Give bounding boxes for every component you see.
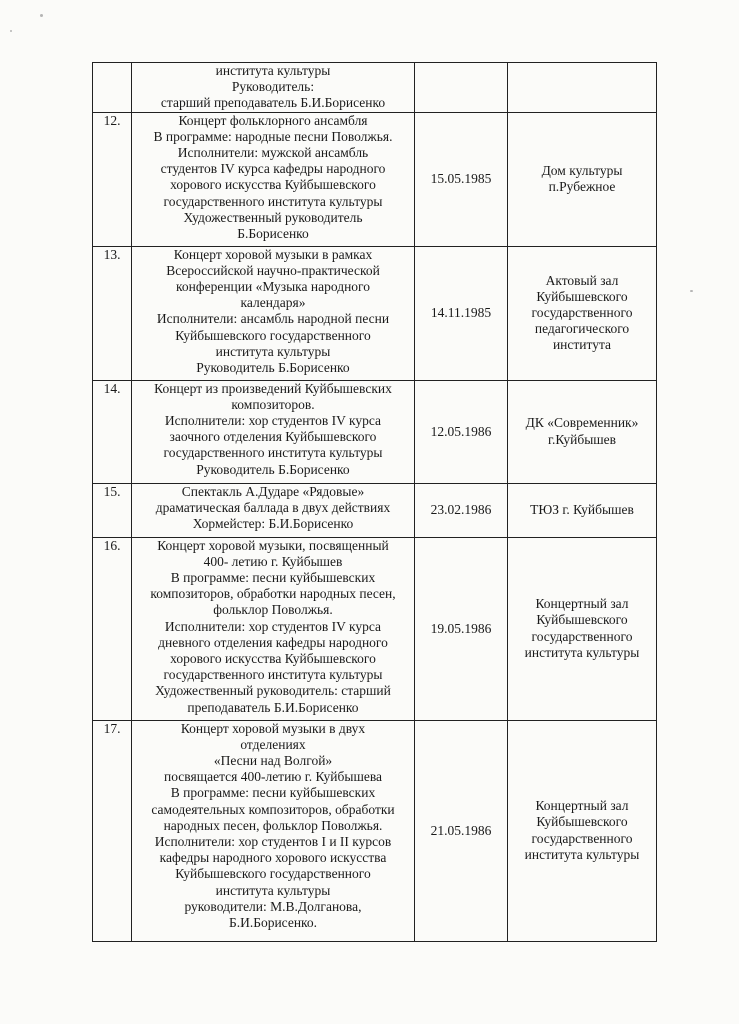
row-number: 13.	[93, 246, 132, 380]
table-row	[93, 112, 657, 246]
events-table	[92, 62, 657, 942]
event-date: 14.11.1985	[415, 246, 508, 380]
event-venue: Дом культуры п.Рубежное	[508, 112, 657, 246]
event-description: Спектакль А.Дударе «Рядовые» драматическая баллада в двух действиях Хормейстер: Б.И.Борисенко	[132, 483, 415, 537]
event-description: Концерт хоровой музыки в двух отделениях «Песни над Волгой» посвящается 400-летию г. Куйбышева В программе: песни куйбышевских самодеятельных композиторов, обработки народных песен, фольклор Поволжья. Исполнители: хор студентов I и II курсов кафедры народного хорового искусства Куйбышевского государственного института культуры руководители: М.В.Долганова, Б.И.Борисенко.	[132, 720, 415, 941]
event-date: 12.05.1986	[415, 380, 508, 483]
event-description: Концерт хоровой музыки в рамках Всероссийской научно-практической конференции «Музыка народного календаря» Исполнители: ансамбль народной песни Куйбышевского государственного института культуры Руководитель Б.Борисенко	[132, 246, 415, 380]
event-venue: Концертный зал Куйбышевского государственного института культуры	[508, 720, 657, 941]
row-number: 16.	[93, 537, 132, 720]
event-description: института культуры Руководитель: старший преподаватель Б.И.Борисенко	[132, 63, 415, 113]
table-row	[93, 537, 657, 720]
table-row	[93, 63, 657, 113]
row-number: 12.	[93, 112, 132, 246]
table-row	[93, 246, 657, 380]
event-venue: ДК «Современник» г.Куйбышев	[508, 380, 657, 483]
scan-speck	[10, 30, 12, 32]
table-row	[93, 483, 657, 537]
row-number: 15.	[93, 483, 132, 537]
table-row	[93, 720, 657, 941]
row-number: 17.	[93, 720, 132, 941]
event-venue: Концертный зал Куйбышевского государственного института культуры	[508, 537, 657, 720]
event-description: Концерт фольклорного ансамбля В программе: народные песни Поволжья. Исполнители: мужской ансамбль студентов IV курса кафедры народного хорового искусства Куйбышевского государственного института культуры Художественный руководитель Б.Борисенко	[132, 112, 415, 246]
event-description: Концерт из произведений Куйбышевских композиторов. Исполнители: хор студентов IV курса заочного отделения Куйбышевского государственного института культуры Руководитель Б.Борисенко	[132, 380, 415, 483]
event-date: 19.05.1986	[415, 537, 508, 720]
event-venue: ТЮЗ г. Куйбышев	[508, 483, 657, 537]
event-date	[415, 63, 508, 113]
row-number: 14.	[93, 380, 132, 483]
table-row	[93, 380, 657, 483]
scan-speck	[40, 14, 43, 17]
event-date: 15.05.1985	[415, 112, 508, 246]
event-venue: Актовый зал Куйбышевского государственного педагогического института	[508, 246, 657, 380]
event-description: Концерт хоровой музыки, посвященный 400- летию г. Куйбышев В программе: песни куйбышевских композиторов, обработки народных песен, фольклор Поволжья. Исполнители: хор студентов IV курса дневного отделения кафедры народного хорового искусства Куйбышевского государственного института культуры Художественный руководитель: старший преподаватель Б.И.Борисенко	[132, 537, 415, 720]
events-table-body	[93, 63, 657, 942]
event-date: 21.05.1986	[415, 720, 508, 941]
scan-speck	[690, 290, 693, 292]
row-number	[93, 63, 132, 113]
event-date: 23.02.1986	[415, 483, 508, 537]
event-venue	[508, 63, 657, 113]
